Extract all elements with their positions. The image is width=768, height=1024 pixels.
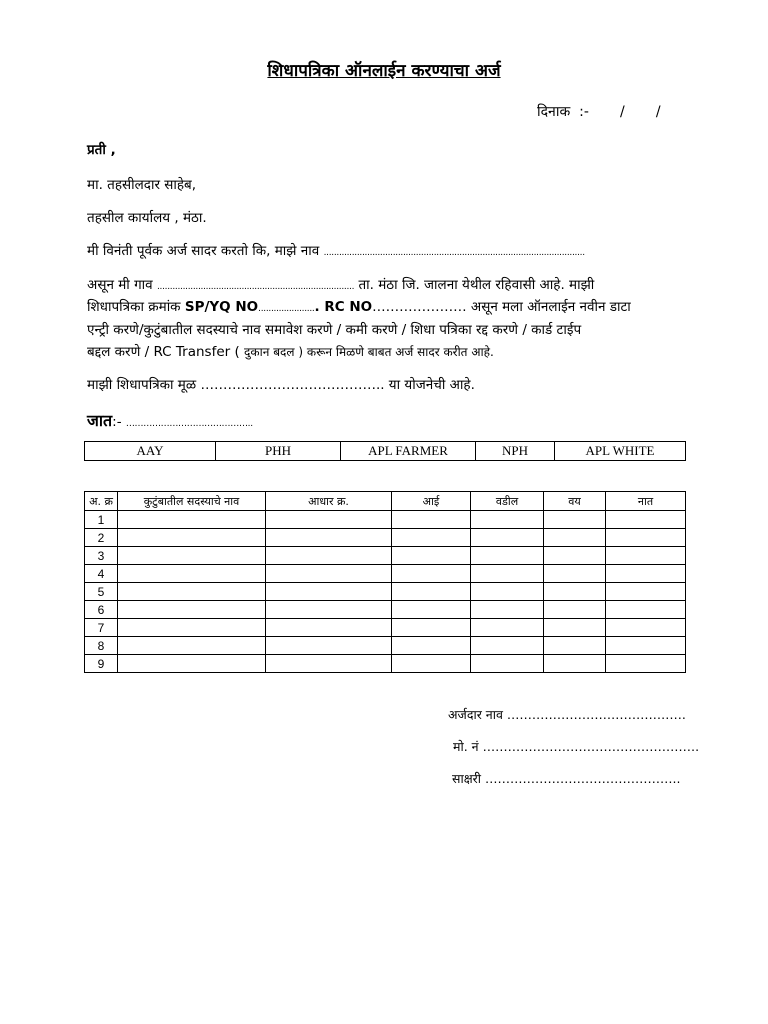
request-text-3a: शिधापत्रिका क्रमांक	[87, 299, 185, 315]
row-serial: 4	[85, 565, 118, 583]
addressee-line-2: तहसील कार्यालय , मंठा.	[87, 210, 207, 226]
ration-type-phh[interactable]: PHH	[216, 442, 341, 461]
cell-age[interactable]	[544, 511, 606, 529]
cell-relation[interactable]	[606, 583, 686, 601]
table-row	[85, 547, 686, 565]
cell-father[interactable]	[471, 547, 544, 565]
cell-aadhaar[interactable]	[266, 583, 392, 601]
cell-age[interactable]	[544, 547, 606, 565]
cell-mother[interactable]	[392, 547, 471, 565]
scheme-blank: …………………………………	[200, 377, 376, 393]
caste-blank: ……………………………………..	[125, 419, 253, 429]
cell-age[interactable]	[544, 655, 606, 673]
row-serial: 1	[85, 511, 118, 529]
cell-member-name[interactable]	[118, 583, 266, 601]
cell-member-name[interactable]	[118, 565, 266, 583]
family-members-table	[84, 491, 686, 673]
cell-relation[interactable]	[606, 529, 686, 547]
date-line: दिनाक :- / /	[537, 104, 661, 120]
village-blank: .............................................................................	[156, 282, 355, 292]
ration-type-table	[84, 441, 686, 461]
applicant-name-blank[interactable]: …………………………………….	[506, 707, 686, 722]
cell-mother[interactable]	[392, 637, 471, 655]
signature-label: साक्षरी	[452, 771, 485, 786]
cell-mother[interactable]	[392, 565, 471, 583]
cell-age[interactable]	[544, 637, 606, 655]
cell-mother[interactable]	[392, 601, 471, 619]
table-row	[85, 637, 686, 655]
cell-aadhaar[interactable]	[266, 511, 392, 529]
col-header-mother: आई	[392, 492, 471, 511]
cell-age[interactable]	[544, 565, 606, 583]
table-row	[85, 655, 686, 673]
row-serial: 2	[85, 529, 118, 547]
cell-father[interactable]	[471, 511, 544, 529]
table-row	[85, 565, 686, 583]
request-line-4: एन्ट्री करणे/कुटुंबातील सदस्याचे नाव समावेश करणे / कमी करणे / शिधा पत्रिका रद्द करणे / कार्ड टाईप	[87, 322, 582, 338]
cell-mother[interactable]	[392, 619, 471, 637]
ration-type-row	[85, 442, 686, 461]
spyq-blank: ......................	[258, 304, 315, 314]
cell-father[interactable]	[471, 619, 544, 637]
cell-age[interactable]	[544, 583, 606, 601]
request-text-2a: असून मी गाव	[87, 277, 157, 293]
ration-type-nph[interactable]: NPH	[476, 442, 555, 461]
cell-mother[interactable]	[392, 655, 471, 673]
cell-aadhaar[interactable]	[266, 637, 392, 655]
request-text-3b: असून मला ऑनलाईन नवीन डाटा	[466, 299, 631, 315]
cell-member-name[interactable]	[118, 601, 266, 619]
signature-line	[452, 770, 680, 787]
caste-label: जात	[87, 411, 113, 430]
cell-father[interactable]	[471, 565, 544, 583]
ration-type-apl-farmer[interactable]: APL FARMER	[341, 442, 476, 461]
col-header-aadhaar: आधार क्र.	[266, 492, 392, 511]
name-blank: ......................................................................................................	[323, 248, 585, 258]
cell-relation[interactable]	[606, 619, 686, 637]
request-line-6	[87, 375, 475, 393]
rc-blank: …………………	[372, 299, 467, 315]
rc-label: . RC NO	[314, 299, 373, 315]
request-text-2b: ता. मंठा जि. जालना येथील रहिवासी आहे. माझी	[354, 277, 595, 293]
cell-aadhaar[interactable]	[266, 565, 392, 583]
row-serial: 3	[85, 547, 118, 565]
cell-aadhaar[interactable]	[266, 547, 392, 565]
cell-relation[interactable]	[606, 565, 686, 583]
table-row	[85, 619, 686, 637]
mobile-number-blank[interactable]: …………………………………………….	[482, 739, 700, 754]
col-header-father: वडील	[471, 492, 544, 511]
cell-member-name[interactable]	[118, 619, 266, 637]
cell-age[interactable]	[544, 529, 606, 547]
cell-relation[interactable]	[606, 601, 686, 619]
cell-member-name[interactable]	[118, 655, 266, 673]
col-header-age: वय	[544, 492, 606, 511]
caste-suffix: :-	[112, 414, 126, 430]
cell-mother[interactable]	[392, 511, 471, 529]
cell-mother[interactable]	[392, 529, 471, 547]
col-header-serial: अ. क्र	[85, 492, 118, 511]
cell-relation[interactable]	[606, 655, 686, 673]
cell-member-name[interactable]	[118, 637, 266, 655]
row-serial: 7	[85, 619, 118, 637]
request-text-5b: दुकान बदल ) करून मिळणे बाबत अर्ज सादर करीत आहे.	[244, 345, 494, 359]
ration-type-apl-white[interactable]: APL WHITE	[555, 442, 686, 461]
cell-relation[interactable]	[606, 511, 686, 529]
cell-aadhaar[interactable]	[266, 655, 392, 673]
ration-type-aay[interactable]: AAY	[85, 442, 216, 461]
request-text-1: मी विनंती पूर्वक अर्ज सादर करतो कि, माझे नाव	[87, 243, 324, 259]
table-header-row	[85, 492, 686, 511]
request-line-5	[87, 342, 494, 360]
request-line-1	[87, 241, 585, 259]
cell-age[interactable]	[544, 619, 606, 637]
cell-member-name[interactable]	[118, 511, 266, 529]
cell-aadhaar[interactable]	[266, 619, 392, 637]
cell-mother[interactable]	[392, 583, 471, 601]
row-serial: 5	[85, 583, 118, 601]
applicant-name-label: अर्जदार नाव	[448, 707, 507, 722]
request-text-6a: माझी शिधापत्रिका मूळ	[87, 377, 201, 393]
cell-member-name[interactable]	[118, 547, 266, 565]
cell-father[interactable]	[471, 529, 544, 547]
cell-father[interactable]	[471, 655, 544, 673]
addressee-line-1: मा. तहसीलदार साहेब,	[87, 177, 197, 193]
col-header-member-name: कुटुंबातील सदस्याचे नाव	[118, 492, 266, 511]
cell-father[interactable]	[471, 601, 544, 619]
cell-relation[interactable]	[606, 547, 686, 565]
caste-line	[87, 409, 253, 431]
request-line-2	[87, 275, 594, 293]
applicant-name-line	[448, 706, 686, 723]
signature-blank[interactable]: ………………………………………..	[484, 771, 681, 786]
row-serial: 6	[85, 601, 118, 619]
form-title: शिधापत्रिका ऑनलाईन करण्याचा अर्ज	[267, 61, 501, 81]
cell-father[interactable]	[471, 583, 544, 601]
table-row	[85, 583, 686, 601]
table-row	[85, 511, 686, 529]
table-row	[85, 601, 686, 619]
cell-age[interactable]	[544, 601, 606, 619]
spyq-label: SP/YQ NO	[184, 299, 259, 315]
cell-aadhaar[interactable]	[266, 529, 392, 547]
mobile-number-line	[453, 738, 699, 755]
row-serial: 8	[85, 637, 118, 655]
cell-relation[interactable]	[606, 637, 686, 655]
cell-father[interactable]	[471, 637, 544, 655]
table-row	[85, 529, 686, 547]
cell-aadhaar[interactable]	[266, 601, 392, 619]
col-header-relation: नात	[606, 492, 686, 511]
row-serial: 9	[85, 655, 118, 673]
cell-member-name[interactable]	[118, 529, 266, 547]
prati-label: प्रती ,	[87, 142, 116, 158]
request-text-5a: बद्दल करणे / RC Transfer (	[87, 344, 245, 360]
request-line-3	[87, 297, 631, 315]
request-text-6b: .. या योजनेची आहे.	[375, 377, 475, 393]
mobile-number-label: मो. नं	[453, 739, 483, 754]
